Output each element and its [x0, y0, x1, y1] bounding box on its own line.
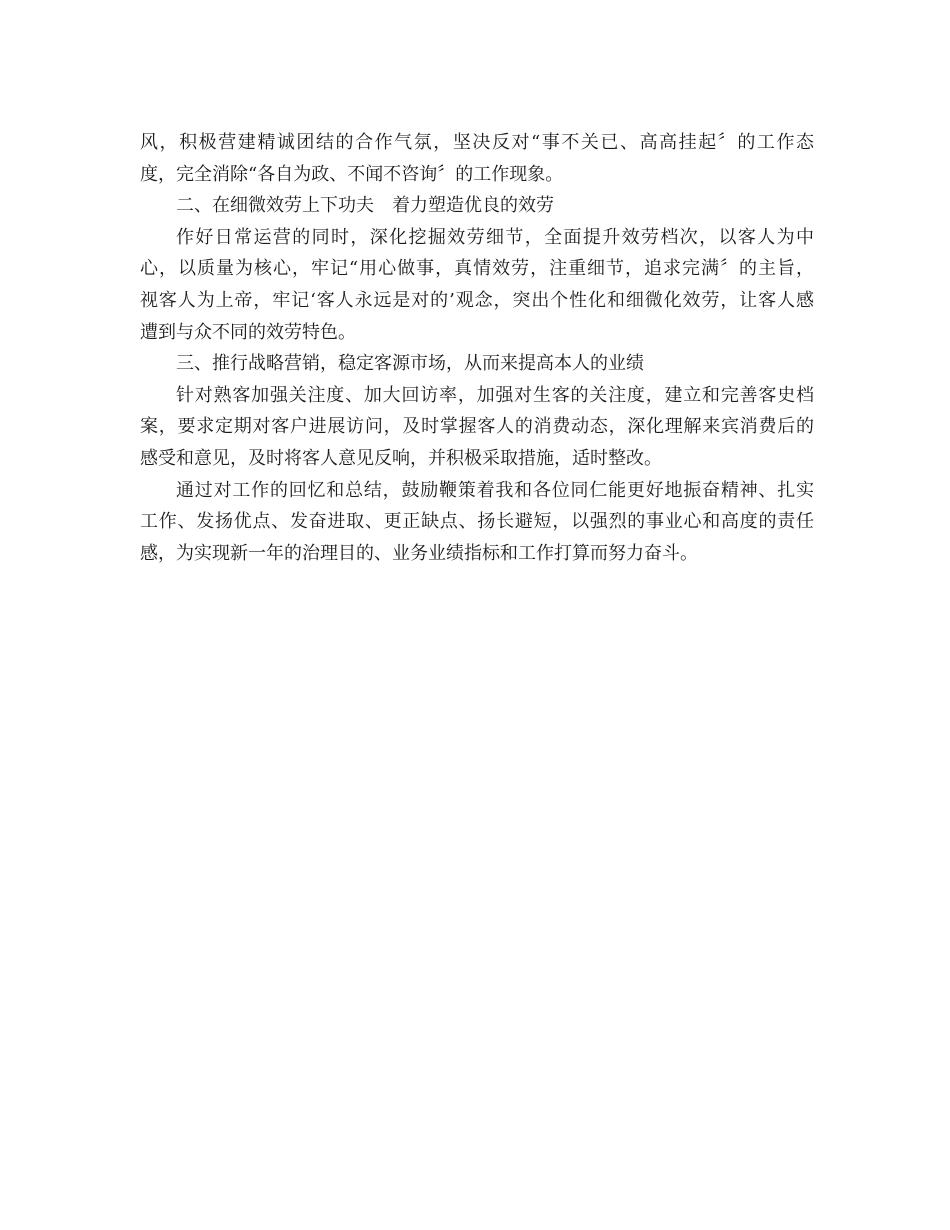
paragraph-line: 感受和意见，及时将客人意见反响，并积极采取措施，适时整改。 — [140, 447, 662, 469]
paragraph-line: 视客人为上帝，牢记‘客人永远是对的’观念，突出个性化和细微化效劳，让客人感 — [140, 289, 814, 311]
paragraph-line: 案，要求定期对客户进展访问，及时掌握客人的消费动态，深化理解来宾消费后的 — [140, 416, 814, 438]
paragraph-line: 针对熟客加强关注度、加大回访率，加强对生客的关注度，建立和完善客史档 — [176, 384, 814, 406]
paragraph-line: 感，为实现新一年的治理目的、业务业绩指标和工作打算而努力奋斗。 — [140, 542, 698, 564]
paragraph-line: 风，积极营建精诚团结的合作气氛，坚决反对“事不关已、高高挂起〞的工作态 — [140, 132, 814, 153]
paragraph-line: 心，以质量为核心，牢记“用心做事，真情效劳，注重细节，追求完满〞的主旨， — [140, 258, 814, 280]
paragraph-line: 遭到与众不同的效劳特色。 — [140, 321, 356, 343]
paragraph-line: 通过对工作的回忆和总结，鼓励鞭策着我和各位同仁能更好地振奋精神、扎实 — [176, 479, 814, 501]
section-heading: 二、在细微效劳上下功夫 着力塑造优良的效劳 — [176, 195, 554, 217]
paragraph-line: 作好日常运营的同时，深化挖掘效劳细节，全面提升效劳档次，以客人为中 — [176, 226, 814, 248]
section-heading: 三、推行战略营销，稳定客源市场，从而来提高本人的业绩 — [176, 353, 644, 375]
paragraph-line: 度，完全消除“各自为政、不闻不咨询〞的工作现象。 — [140, 163, 564, 185]
document-body — [140, 127, 814, 569]
paragraph-line: 工作、发扬优点、发奋进取、更正缺点、扬长避短，以强烈的事业心和高度的责任 — [140, 511, 814, 533]
